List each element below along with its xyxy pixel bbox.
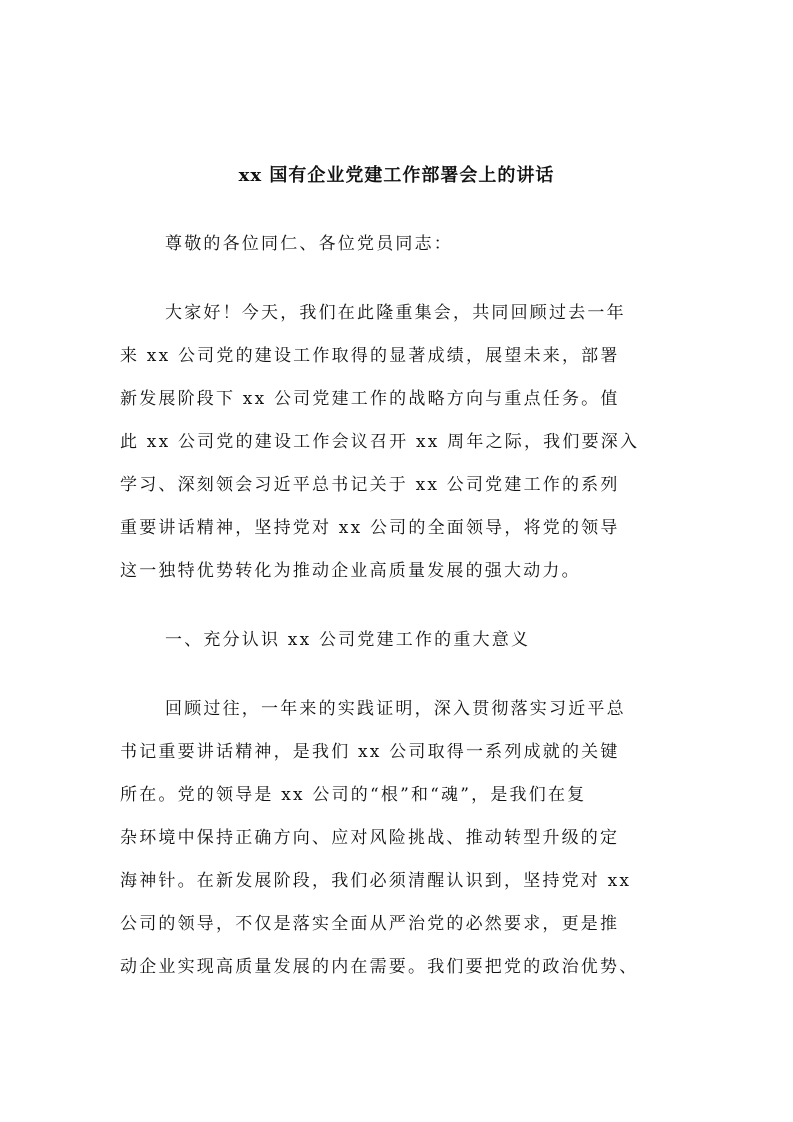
paragraph-line: 这一独特优势转化为推动企业高质量发展的强大动力。 (120, 561, 581, 581)
paragraph-line: 公司的领导，不仅是落实全面从严治党的必然要求，更是推 (120, 914, 620, 934)
paragraph-line: 海神针。在新发展阶段，我们必须清醒认识到，坚持党对 xx (120, 871, 632, 891)
paragraph-line: 新发展阶段下 xx 公司党建工作的战略方向与重点任务。值 (120, 389, 620, 409)
paragraph-line: 杂环境中保持正确方向、应对风险挑战、推动转型升级的定 (120, 828, 620, 848)
paragraph-line: 来 xx 公司党的建设工作取得的显著成绩，展望未来，部署 (120, 346, 620, 366)
salutation: 尊敬的各位同仁、各位党员同志： (165, 234, 453, 254)
paragraph-line: 书记重要讲话精神，是我们 xx 公司取得一系列成就的关键 (120, 742, 620, 762)
paragraph-line: 所在。党的领导是 xx 公司的“根”和“魂”，是我们在复 (120, 785, 587, 805)
paragraph-line: 动企业实现高质量发展的内在需要。我们要把党的政治优势、 (120, 957, 639, 977)
paragraph-line: 大家好！今天，我们在此隆重集会，共同回顾过去一年 (165, 303, 626, 323)
paragraph-line: 学习、深刻领会习近平总书记关于 xx 公司党建工作的系列 (120, 475, 620, 495)
paragraph-line: 重要讲话精神，坚持党对 xx 公司的全面领导，将党的领导 (120, 518, 620, 538)
paragraph-line: 回顾过往，一年来的实践证明，深入贯彻落实习近平总 (165, 699, 626, 719)
document-title: xx 国有企业党建工作部署会上的讲话 (238, 165, 555, 186)
paragraph-line: 此 xx 公司党的建设工作会议召开 xx 周年之际，我们要深入 (120, 432, 640, 452)
section-heading: 一、充分认识 xx 公司党建工作的重大意义 (165, 630, 531, 650)
